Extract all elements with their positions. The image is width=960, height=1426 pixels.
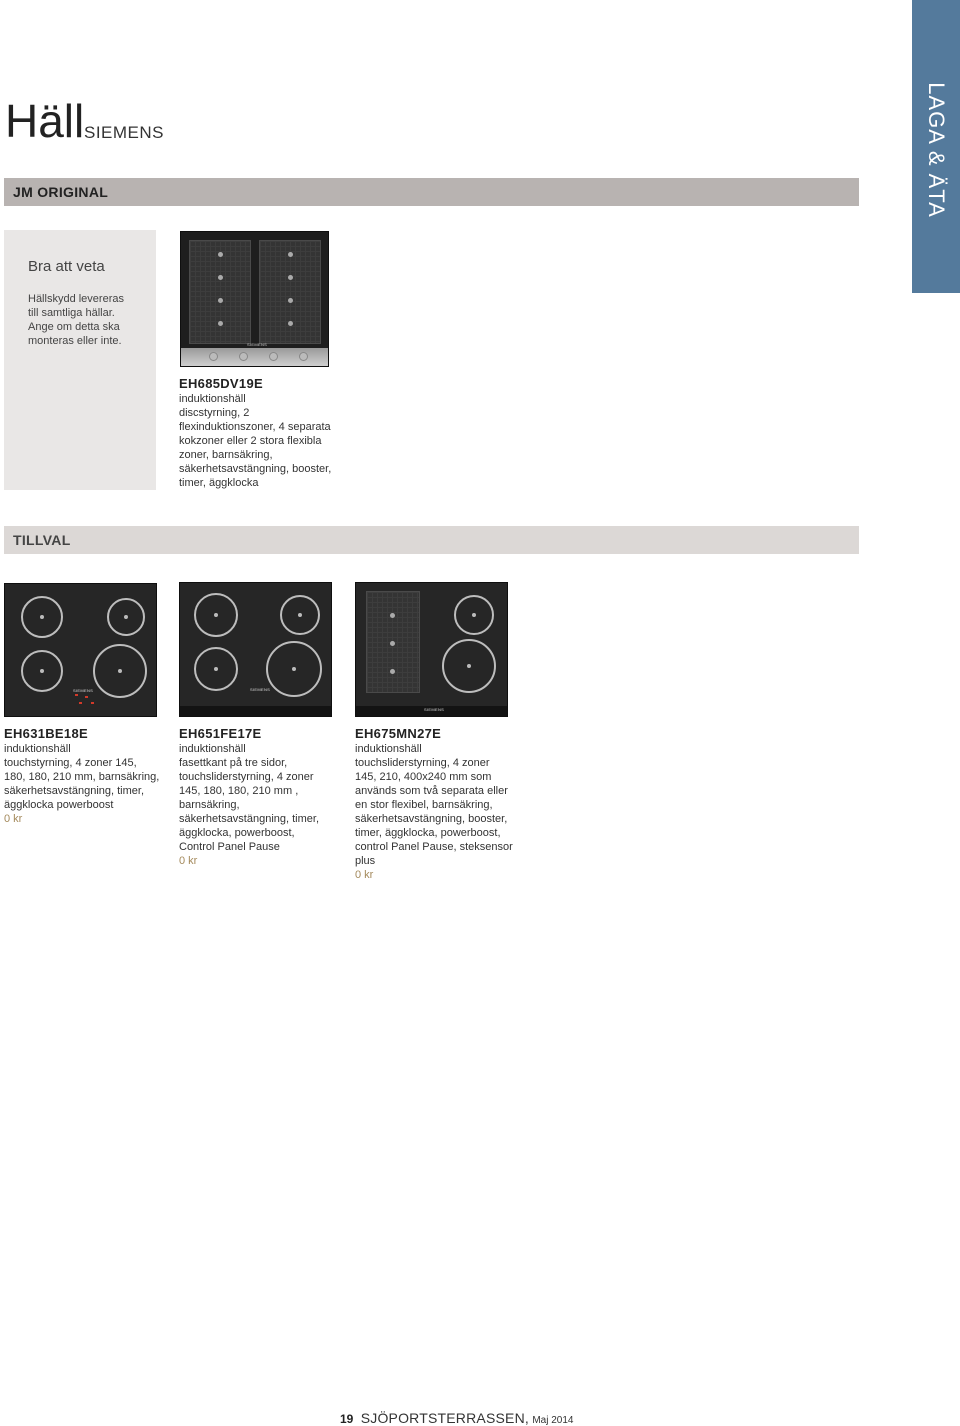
info-line: till samtliga hällar. bbox=[28, 307, 115, 319]
product-line: zoner, barnsäkring, bbox=[179, 449, 273, 461]
hob-brand-logo: SIEMENS bbox=[247, 342, 268, 347]
cooking-zone bbox=[107, 598, 145, 636]
zone-marker bbox=[390, 669, 395, 674]
control-knob bbox=[209, 352, 218, 361]
product-line: timer, äggklocka bbox=[179, 477, 259, 489]
control-led bbox=[75, 694, 78, 696]
zone-marker bbox=[218, 275, 223, 280]
hob-image-eh685dv19e bbox=[180, 231, 329, 367]
cooking-zone bbox=[280, 595, 320, 635]
product-line: säkerhetsavstängning, timer, bbox=[179, 813, 320, 825]
product-line: discstyrning, 2 bbox=[179, 407, 250, 419]
side-tab bbox=[912, 0, 960, 293]
hob-image-eh675mn27e bbox=[355, 582, 508, 717]
product-line: 180, 180, 210 mm, barnsäkring, bbox=[4, 771, 160, 783]
product-name: EH651FE17E bbox=[179, 726, 262, 741]
product-line: induktionshäll bbox=[355, 743, 422, 755]
product-line: äggklocka powerboost bbox=[4, 799, 114, 811]
control-strip bbox=[180, 706, 331, 716]
product-line: en stor flexibel, barnsäkring, bbox=[355, 799, 493, 811]
info-title: Bra att veta bbox=[28, 258, 105, 275]
zone-marker bbox=[218, 252, 223, 257]
product-price: 0 kr bbox=[4, 813, 23, 825]
product-line: flexinduktionszoner, 4 separata bbox=[179, 421, 331, 433]
product-name: EH675MN27E bbox=[355, 726, 442, 741]
info-text bbox=[28, 292, 148, 348]
zone-marker bbox=[288, 298, 293, 303]
page-title: Häll bbox=[5, 95, 85, 147]
product-line: Control Panel Pause bbox=[179, 841, 280, 853]
section-title-original: JM ORIGINAL bbox=[13, 184, 109, 200]
hob-brand-logo: SIEMENS bbox=[250, 687, 271, 692]
section-title-tillval: TILLVAL bbox=[13, 532, 71, 548]
hob-image-eh631be18e bbox=[4, 583, 157, 717]
product-line: induktionshäll bbox=[4, 743, 71, 755]
cooking-zone bbox=[194, 647, 238, 691]
side-tab-label: LAGA & ÄTA bbox=[924, 82, 949, 218]
hob-brand-logo: SIEMENS bbox=[424, 707, 445, 712]
product-line: barnsäkring, bbox=[179, 799, 240, 811]
product-name: EH685DV19E bbox=[179, 376, 263, 391]
control-strip bbox=[181, 348, 328, 366]
control-led bbox=[79, 702, 82, 704]
product-line: säkerhetsavstängning, booster, bbox=[179, 463, 332, 475]
product-price: 0 kr bbox=[179, 855, 198, 867]
zone-marker bbox=[390, 641, 395, 646]
product-line: induktionshäll bbox=[179, 743, 246, 755]
cooking-zone bbox=[454, 595, 494, 635]
product-line: plus bbox=[355, 855, 376, 867]
product-line: touchsliderstyrning, 4 zoner bbox=[355, 757, 490, 769]
product-line: touchstyrning, 4 zoner 145, bbox=[4, 757, 137, 769]
control-knob bbox=[239, 352, 248, 361]
product-eh631be18e bbox=[4, 726, 169, 826]
product-line: 145, 180, 180, 210 mm , bbox=[179, 785, 299, 797]
product-line: timer, äggklocka, powerboost, bbox=[355, 827, 501, 839]
page-number: 19 bbox=[340, 1412, 354, 1426]
page-brand: SIEMENS bbox=[84, 123, 165, 142]
control-knob bbox=[299, 352, 308, 361]
control-led bbox=[85, 696, 88, 698]
cooking-zone bbox=[93, 644, 147, 698]
zone-marker bbox=[218, 298, 223, 303]
product-price: 0 kr bbox=[355, 869, 374, 881]
product-name: EH631BE18E bbox=[4, 726, 88, 741]
zone-marker bbox=[288, 321, 293, 326]
page-footer bbox=[340, 1410, 573, 1426]
cooking-zone bbox=[442, 639, 496, 693]
product-eh675mn27e bbox=[355, 726, 525, 882]
product-line: control Panel Pause, steksensor bbox=[355, 841, 513, 853]
product-line: säkerhetsavstängning, timer, bbox=[4, 785, 145, 797]
info-line: Ange om detta ska bbox=[28, 321, 120, 333]
section-bar-original bbox=[4, 178, 859, 206]
product-line: fasettkant på tre sidor, bbox=[179, 757, 288, 769]
product-line: induktionshäll bbox=[179, 393, 246, 405]
info-line: monteras eller inte. bbox=[28, 335, 122, 347]
product-line: kokzoner eller 2 stora flexibla bbox=[179, 435, 322, 447]
publication-name: SJÖPORTSTERRASSEN, bbox=[360, 1410, 529, 1426]
product-line: 145, 210, 400x240 mm som bbox=[355, 771, 492, 783]
zone-marker bbox=[390, 613, 395, 618]
zone-marker bbox=[288, 275, 293, 280]
product-eh651fe17e bbox=[179, 726, 344, 868]
product-eh685dv19e bbox=[179, 376, 349, 490]
product-line: äggklocka, powerboost, bbox=[179, 827, 295, 839]
hob-image-eh651fe17e bbox=[179, 582, 332, 717]
publication-date: Maj 2014 bbox=[532, 1415, 574, 1426]
info-line: Hällskydd levereras bbox=[28, 293, 124, 305]
cooking-zone bbox=[21, 650, 63, 692]
cooking-zone bbox=[266, 641, 322, 697]
product-line: säkerhetsavstängning, booster, bbox=[355, 813, 508, 825]
control-knob bbox=[269, 352, 278, 361]
product-line: används som två separata eller bbox=[355, 785, 508, 797]
section-bar-tillval bbox=[4, 526, 859, 554]
zone-marker bbox=[288, 252, 293, 257]
product-line: touchsliderstyrning, 4 zoner bbox=[179, 771, 314, 783]
zone-marker bbox=[218, 321, 223, 326]
cooking-zone bbox=[21, 596, 63, 638]
control-led bbox=[91, 702, 94, 704]
cooking-zone bbox=[194, 593, 238, 637]
hob-brand-logo: SIEMENS bbox=[73, 688, 94, 693]
info-box bbox=[4, 230, 156, 490]
